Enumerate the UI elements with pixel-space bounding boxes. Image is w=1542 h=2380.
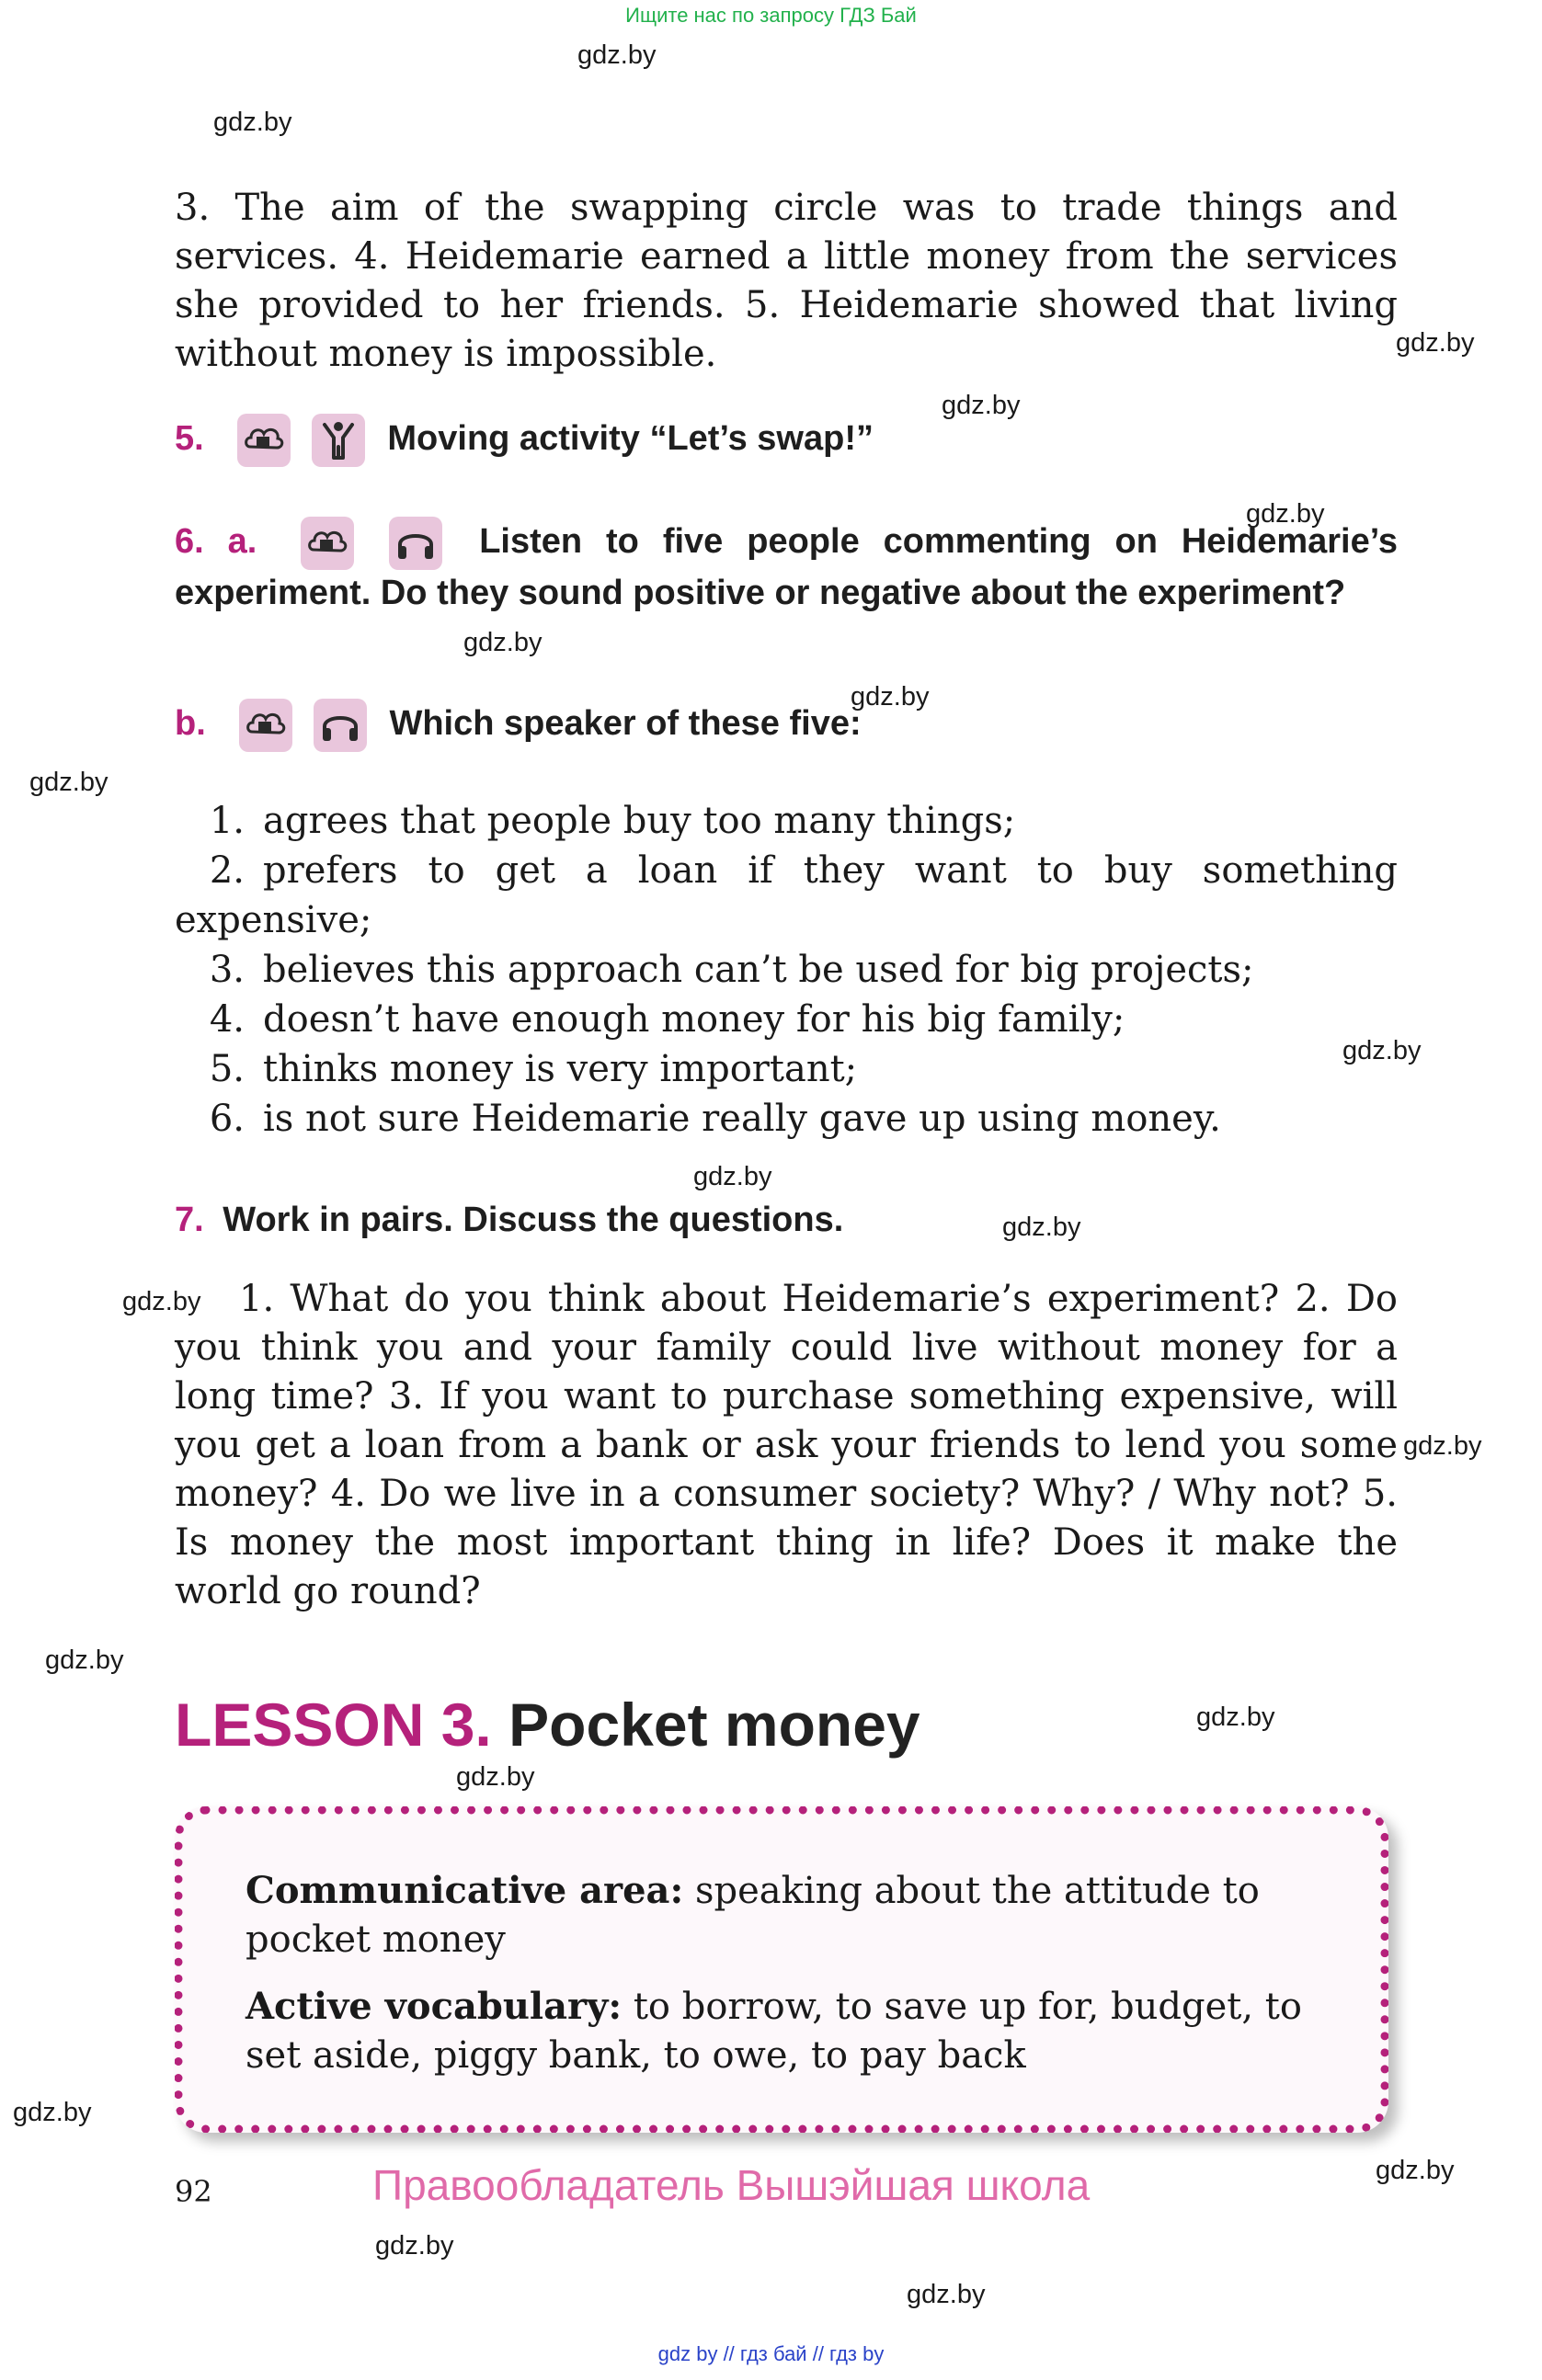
watermark: gdz.by: [1396, 328, 1475, 358]
watermark: gdz.by: [942, 391, 1021, 420]
watermark: gdz.by: [1376, 2156, 1455, 2185]
watermark: gdz.by: [907, 2280, 986, 2309]
watermark: gdz.by: [693, 1162, 772, 1191]
bottom-links[interactable]: gdz by // гдз бай // гдз by: [657, 2342, 885, 2365]
watermark: gdz.by: [213, 108, 292, 137]
watermark: gdz.by: [577, 40, 657, 70]
exercise-title: Which speaker of these five:: [389, 704, 862, 744]
cloud-speech-icon: [237, 414, 291, 467]
cloud-speech-icon: [239, 699, 292, 752]
lesson-number: LESSON 3.: [175, 1691, 492, 1759]
exercise-number: 6. a.: [175, 522, 257, 562]
list-item: 4. doesn’t have enough money for his big family;: [209, 998, 1125, 1041]
person-moving-icon: [312, 414, 365, 467]
list-item: 3. believes this approach can’t be used for big projects;: [209, 949, 1254, 991]
exercise-5-heading: [175, 414, 874, 467]
headphones-icon: [314, 699, 367, 752]
watermark: gdz.by: [122, 1287, 201, 1316]
cloud-speech-icon: [301, 517, 354, 570]
exercise-number: 5.: [175, 419, 204, 459]
communicative-area: Communicative area: speaking about the attitude to pocket money: [246, 1869, 1260, 1961]
exercise-title: Moving activity “Let’s swap!”: [387, 419, 874, 459]
list-item: 5. thinks money is very important;: [209, 1048, 858, 1090]
lesson-info-box: [175, 1806, 1388, 2133]
watermark: gdz.by: [1246, 499, 1325, 529]
list-item: 1. agrees that people buy too many things;: [209, 800, 1016, 842]
exercise-title: Work in pairs. Discuss the questions.: [223, 1201, 844, 1239]
exercise-4-continuation: 3. The aim of the swapping circle was to trade things and services. 4. Heidemarie earned a little money from the services she provided to her friends. 5. Heidemarie showed that living without money is impossible.: [175, 187, 1398, 375]
page-number: 92: [175, 2174, 212, 2209]
exercise-number: 7.: [175, 1201, 204, 1239]
watermark: gdz.by: [463, 628, 543, 657]
active-vocabulary: Active vocabulary: to borrow, to save up for, budget, to set aside, piggy bank, to owe, to pay back: [246, 1985, 1302, 2077]
watermark: gdz.by: [1342, 1036, 1422, 1065]
watermark: gdz.by: [45, 1646, 124, 1675]
list-item: 6. is not sure Heidemarie really gave up using money.: [209, 1098, 1221, 1140]
watermark: gdz.by: [1196, 1702, 1275, 1732]
exercise-7-questions: 1. What do you think about Heidemarie’s experiment? 2. Do you think you and your family could live without money for a long time? 3. If you want to purchase something expensive, will you get a loan from a bank or ask your friends to lend you some money? 4. Do we live in a consumer society? Why? / Why not? 5. Is money the most important thing in life? Does it make the world go round?: [175, 1278, 1398, 1612]
headphones-icon: [389, 517, 442, 570]
list-item: 2. prefers to get a loan if they want to buy something expensive;: [175, 849, 1398, 941]
exercise-6b-heading: [175, 699, 862, 752]
lesson-name: Pocket money: [508, 1691, 920, 1759]
watermark: gdz.by: [13, 2098, 92, 2127]
lesson-title: [175, 1690, 920, 1759]
watermark: gdz.by: [29, 768, 109, 797]
exercise-7-heading: [175, 1197, 843, 1243]
watermark: gdz.by: [375, 2231, 454, 2260]
watermark: gdz.by: [1403, 1431, 1482, 1461]
exercise-number: b.: [175, 704, 206, 744]
top-banner[interactable]: Ищите нас по запросу ГДЗ Бай: [625, 4, 917, 27]
watermark: gdz.by: [851, 682, 930, 712]
copyright-notice: Правообладатель Вышэйшая школа: [372, 2161, 1091, 2209]
exercise-title: Listen to five people commenting on Heidemarie’s experiment. Do they sound positive or negative about the experiment?: [175, 522, 1399, 612]
watermark: gdz.by: [456, 1762, 535, 1792]
exercise-6a-heading: [175, 517, 1398, 616]
watermark: gdz.by: [1002, 1213, 1081, 1242]
